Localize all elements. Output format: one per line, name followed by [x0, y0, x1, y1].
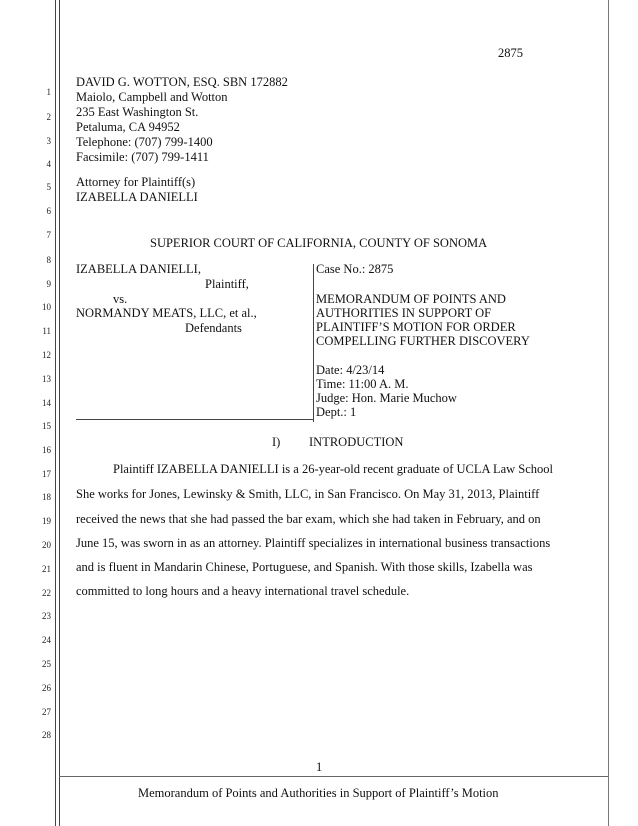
line-number: 16	[42, 445, 51, 455]
judge: Judge: Hon. Marie Muchow	[316, 391, 457, 405]
section-number: I)	[272, 435, 281, 449]
document-title-line: MEMORANDUM OF POINTS AND	[316, 292, 506, 306]
line-number: 1	[46, 87, 51, 97]
attorney-phone: Telephone: (707) 799-1400	[76, 135, 213, 149]
caption-underline	[76, 419, 313, 420]
line-number: 15	[42, 421, 51, 431]
line-number: 19	[42, 516, 51, 526]
hearing-time: Time: 11:00 A. M.	[316, 377, 409, 391]
left-margin-rule-inner	[59, 0, 60, 826]
line-number: 4	[46, 159, 51, 169]
court-name: SUPERIOR COURT OF CALIFORNIA, COUNTY OF SONOMA	[150, 236, 488, 250]
document-title-line: PLAINTIFF’S MOTION FOR ORDER	[316, 320, 516, 334]
document-number: 2875	[498, 46, 523, 60]
line-number: 10	[42, 302, 51, 312]
page-number: 1	[316, 760, 323, 774]
plaintiff-role: Plaintiff,	[205, 277, 249, 291]
section-title: INTRODUCTION	[309, 435, 404, 449]
caption-divider	[313, 264, 314, 422]
line-number: 13	[42, 374, 51, 384]
line-number: 26	[42, 683, 51, 693]
line-number: 18	[42, 492, 51, 502]
attorney-fax: Facsimile: (707) 799-1411	[76, 150, 209, 164]
line-number: 12	[42, 350, 51, 360]
defendant-role: Defendants	[185, 321, 242, 335]
body-line: and is fluent in Mandarin Chinese, Portuguese, and Spanish. With those skills, Izabella was	[76, 560, 533, 574]
line-number: 28	[42, 730, 51, 740]
versus: vs.	[113, 292, 128, 306]
line-number: 5	[46, 182, 51, 192]
line-number: 8	[46, 255, 51, 265]
attorney-street: 235 East Washington St.	[76, 105, 199, 119]
right-margin-rule	[608, 0, 609, 826]
attorney-role: Attorney for Plaintiff(s)	[76, 175, 196, 189]
body-line: June 15, was sworn in as an attorney. Plaintiff specializes in international business transactions	[76, 536, 551, 550]
line-number: 11	[42, 326, 51, 336]
line-number: 3	[46, 136, 51, 146]
line-number: 6	[46, 206, 51, 216]
department: Dept.: 1	[316, 405, 357, 419]
line-number: 2	[46, 112, 51, 122]
hearing-date: Date: 4/23/14	[316, 363, 385, 377]
line-number: 27	[42, 707, 51, 717]
line-number: 20	[42, 540, 51, 550]
document-title-line: COMPELLING FURTHER DISCOVERY	[316, 334, 530, 348]
line-number: 14	[42, 398, 51, 408]
attorney-city: Petaluma, CA 94952	[76, 120, 180, 134]
line-number: 23	[42, 611, 51, 621]
line-number: 7	[46, 230, 51, 240]
plaintiff-name: IZABELLA DANIELLI,	[76, 262, 201, 276]
line-number: 22	[42, 588, 51, 598]
footer-title: Memorandum of Points and Authorities in Support of Plaintiff’s Motion	[138, 786, 499, 800]
line-number: 24	[42, 635, 51, 645]
line-number: 17	[42, 469, 51, 479]
attorney-name: DAVID G. WOTTON, ESQ. SBN 172882	[76, 75, 288, 89]
line-number: 25	[42, 659, 51, 669]
attorney-firm: Maiolo, Campbell and Wotton	[76, 90, 228, 104]
line-number: 9	[46, 279, 51, 289]
body-line: Plaintiff IZABELLA DANIELLI is a 26-year-old recent graduate of UCLA Law School	[113, 462, 554, 476]
left-margin-rule-outer	[55, 0, 56, 826]
body-line: committed to long hours and a heavy international travel schedule.	[76, 584, 410, 598]
attorney-client: IZABELLA DANIELLI	[76, 190, 198, 204]
case-number: Case No.: 2875	[316, 262, 394, 276]
body-line: She works for Jones, Lewinsky & Smith, LLC, in San Francisco. On May 31, 2013, Plaintiff	[76, 487, 540, 501]
defendant-name: NORMANDY MEATS, LLC, et al.,	[76, 306, 257, 320]
document-title-line: AUTHORITIES IN SUPPORT OF	[316, 306, 492, 320]
footer-rule	[59, 776, 608, 777]
body-line: received the news that she had passed the bar exam, which she had taken in February, and on	[76, 512, 541, 526]
line-number: 21	[42, 564, 51, 574]
